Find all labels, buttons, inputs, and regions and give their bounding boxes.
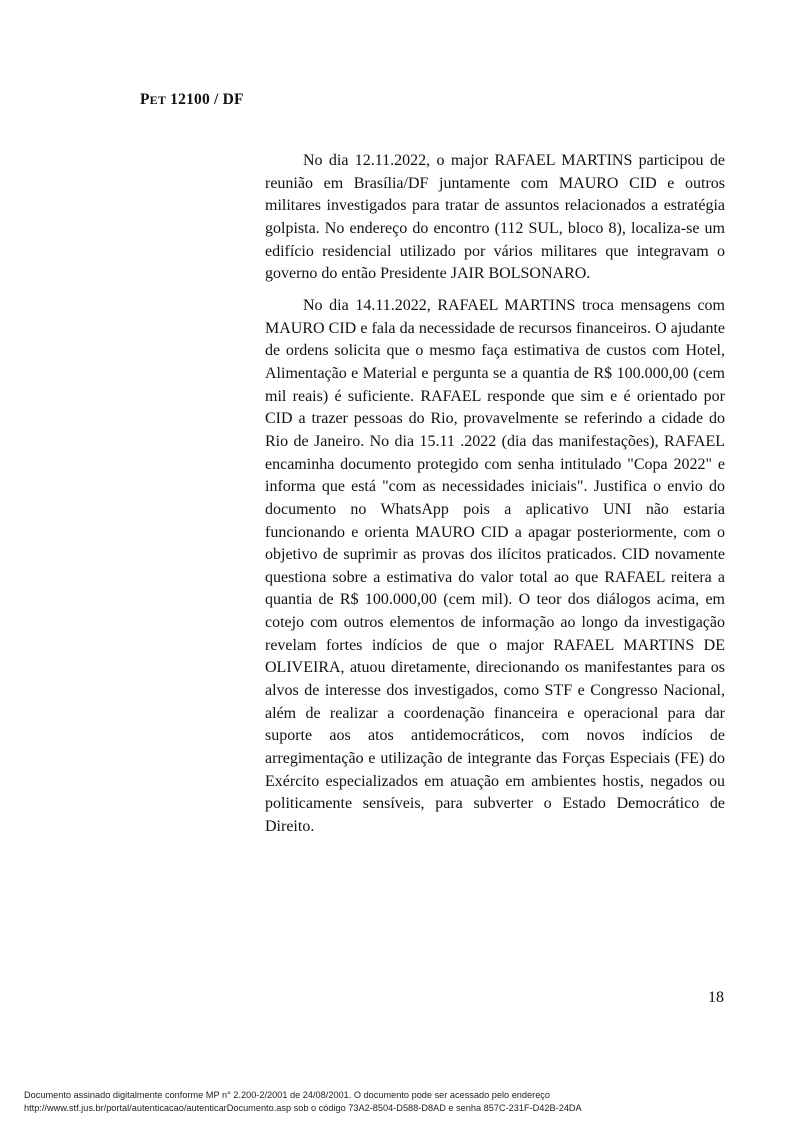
page-header: [140, 91, 244, 109]
paragraph-1: No dia 12.11.2022, o major RAFAEL MARTINS participou de reunião em Brasília/DF juntamente com MAURO CID e outros militares investigados para tratar de assuntos relacionados a estratégia golpista. No endereço do encontro (112 SUL, bloco 8), localiza-se um edifício residencial utilizado por vários militares que integravam o governo do então Presidente JAIR BOLSONARO.: [265, 152, 725, 283]
footer-line-1: Documento assinado digitalmente conforme MP n° 2.200-2/2001 de 24/08/2001. O documento pode ser acessado pelo endereço: [24, 1090, 551, 1100]
page-number: 18: [708, 989, 724, 1006]
header-title-rest: ET: [149, 93, 167, 107]
signature-footer: [24, 1089, 784, 1114]
header-title-initial: P: [140, 91, 150, 108]
footer-line-2[interactable]: http://www.stf.jus.br/portal/autenticacao/autenticarDocumento.asp sob o código 73A2-8504-D588-D8AD e senha 857C-231F-D42B-24DA: [24, 1102, 582, 1113]
document-body: [265, 150, 725, 848]
paragraph-2: No dia 14.11.2022, RAFAEL MARTINS troca mensagens com MAURO CID e fala da necessidade de recursos financeiros. O ajudante de ordens solicita que o mesmo faça estimativa de custos com Hotel, Alimentação e Material e pergunta se a quantia de R$ 100.000,00 (cem mil reais) é suficiente. RAFAEL responde que sim e é orientado por CID a trazer pessoas do Rio, provavelmente se referindo a cidade do Rio de Janeiro. No dia 15.11 .2022 (dia das manifestações), RAFAEL encaminha documento protegido com senha intitulado "Copa 2022" e informa que está "com as necessidades iniciais". Justifica o envio do documento no WhatsApp pois a aplicativo UNI não estaria funcionando e orienta MAURO CID a apagar posteriormente, com o objetivo de suprimir as provas dos ilícitos praticados. CID novamente questiona sobre a estimativa do valor total ao que RAFAEL reitera a quantia de R$ 100.000,00 (cem mil). O teor dos diálogos acima, em cotejo com outros elementos de informação ao longo da investigação revelam fortes indícios de que o major RAFAEL MARTINS DE OLIVEIRA, atuou diretamente, direcionando os manifestantes para os alvos de interesse dos investigados, como STF e Congresso Nacional, além de realizar a coordenação financeira e operacional para dar suporte aos atos antidemocráticos, com novos indícios de arregimentação e utilização de integrante das Forças Especiais (FE) do Exército especializados em atuação em ambientes hostis, negados ou politicamente sensíveis, para subverter o Estado Democrático de Direito.: [265, 296, 725, 836]
header-title-suffix: 12100 / DF: [166, 91, 244, 108]
